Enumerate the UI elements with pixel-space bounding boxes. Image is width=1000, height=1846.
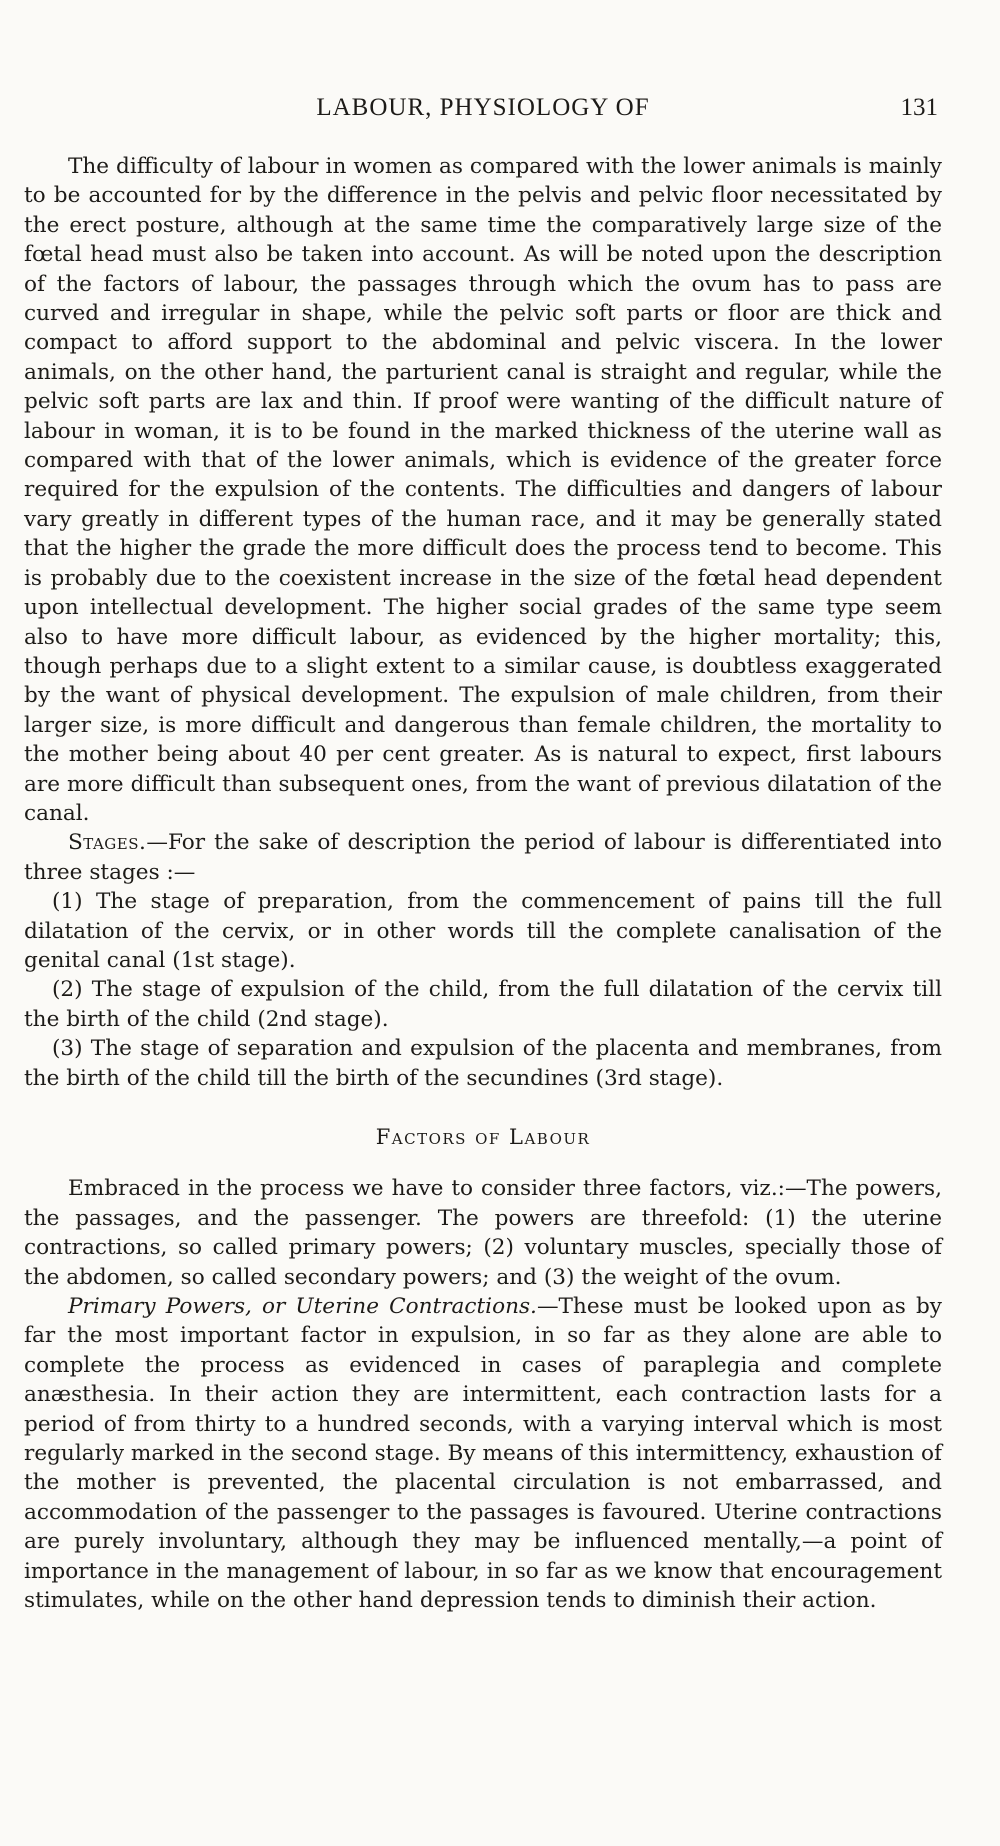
stages-lead: Stages.	[68, 830, 147, 856]
running-head	[24, 88, 942, 128]
section-heading: Factors of Labour	[375, 1125, 591, 1149]
intro-paragraph: The difficulty of labour in women as compared with the lower animals is mainly to be accounted for by the difference in the pelvis and pelvic floor necessitated by the erect posture, although at the same time the comparatively large size of the fœtal head must also be taken into account. As will be noted upon the description of the factors of labour, the passages through which the ovum has to pass are curved and irregular in shape, while the pelvic soft parts or floor are thick and compact to afford support to the abdominal and pelvic viscera. In the lower animals, on the other hand, the parturient canal is straight and regular, while the pelvic soft parts are lax and thin. If proof were wanting of the difficult nature of labour in woman, it is to be found in the marked thickness of the uterine wall as compared with that of the lower animals, which is evidence of the greater force required for the expulsion of the contents. The difficulties and dangers of labour vary greatly in different types of the human race, and it may be generally stated that the higher the grade the more difficult does the process tend to become. This is probably due to the coexistent increase in the size of the fœtal head dependent upon intellectual development. The higher social grades of the same type seem also to have more difficult labour, as evidenced by the higher mortality; this, though perhaps due to a slight extent to a similar cause, is doubtless exaggerated by the want of physical development. The expulsion of male children, from their larger size, is more difficult and dangerous than female children, the mortality to the mother being about 40 per cent greater. As is natural to expect, first labours are more difficult than subsequent ones, from the want of previous dilatation of the canal.	[24, 154, 942, 826]
page-number: 131	[900, 94, 938, 121]
running-title: LABOUR, PHYSIOLOGY OF	[316, 94, 650, 121]
primary-powers-paragraph	[24, 1292, 942, 1615]
primary-powers-text: —These must be looked upon as by far the most important factor in expulsion, in so far as they alone are able to complete the process as evidenced in cases of paraplegia and complete anæsthesia. In their action they are intermittent, each contraction lasts for a period of from thirty to a hundred seconds, with a varying interval which is most regularly marked in the second stage. By means of this intermittency, exhaustion of the mother is prevented, the placental circulation is not embarrassed, and accommodation of the passenger to the passages is favoured. Uterine contractions are purely involuntary, although they may be influenced mentally,—a point of importance in the management of labour, in so far as we know that encouragement stimulates, while on the other hand depression tends to diminish their action.	[24, 1294, 943, 1614]
body-text	[24, 152, 942, 1616]
stages-paragraph	[24, 828, 942, 887]
primary-powers-lead: Primary Powers, or Uterine Contractions.	[68, 1294, 537, 1320]
stage-item-3: (3) The stage of separation and expulsion of the placenta and membranes, from the birth of the child till the birth of the secundines (3rd stage).	[24, 1036, 942, 1091]
stage-item-2: (2) The stage of expulsion of the child, from the full dilatation of the cervix till the birth of the child (2nd stage).	[24, 977, 942, 1032]
stages-text: —For the sake of description the period of labour is differentiated into three stages :—	[24, 830, 942, 885]
factors-paragraph: Embraced in the process we have to consider three factors, viz.:—The powers, the passages, and the passenger. The powers are threefold: (1) the uterine contractions, so called primary powers; (2) voluntary muscles, specially those of the abdomen, so called secondary powers; and (3) the weight of the ovum.	[24, 1176, 942, 1290]
stage-item-1: (1) The stage of preparation, from the commencement of pains till the full dilatation of the cervix, or in other words till the complete canalisation of the genital canal (1st stage).	[24, 889, 942, 973]
